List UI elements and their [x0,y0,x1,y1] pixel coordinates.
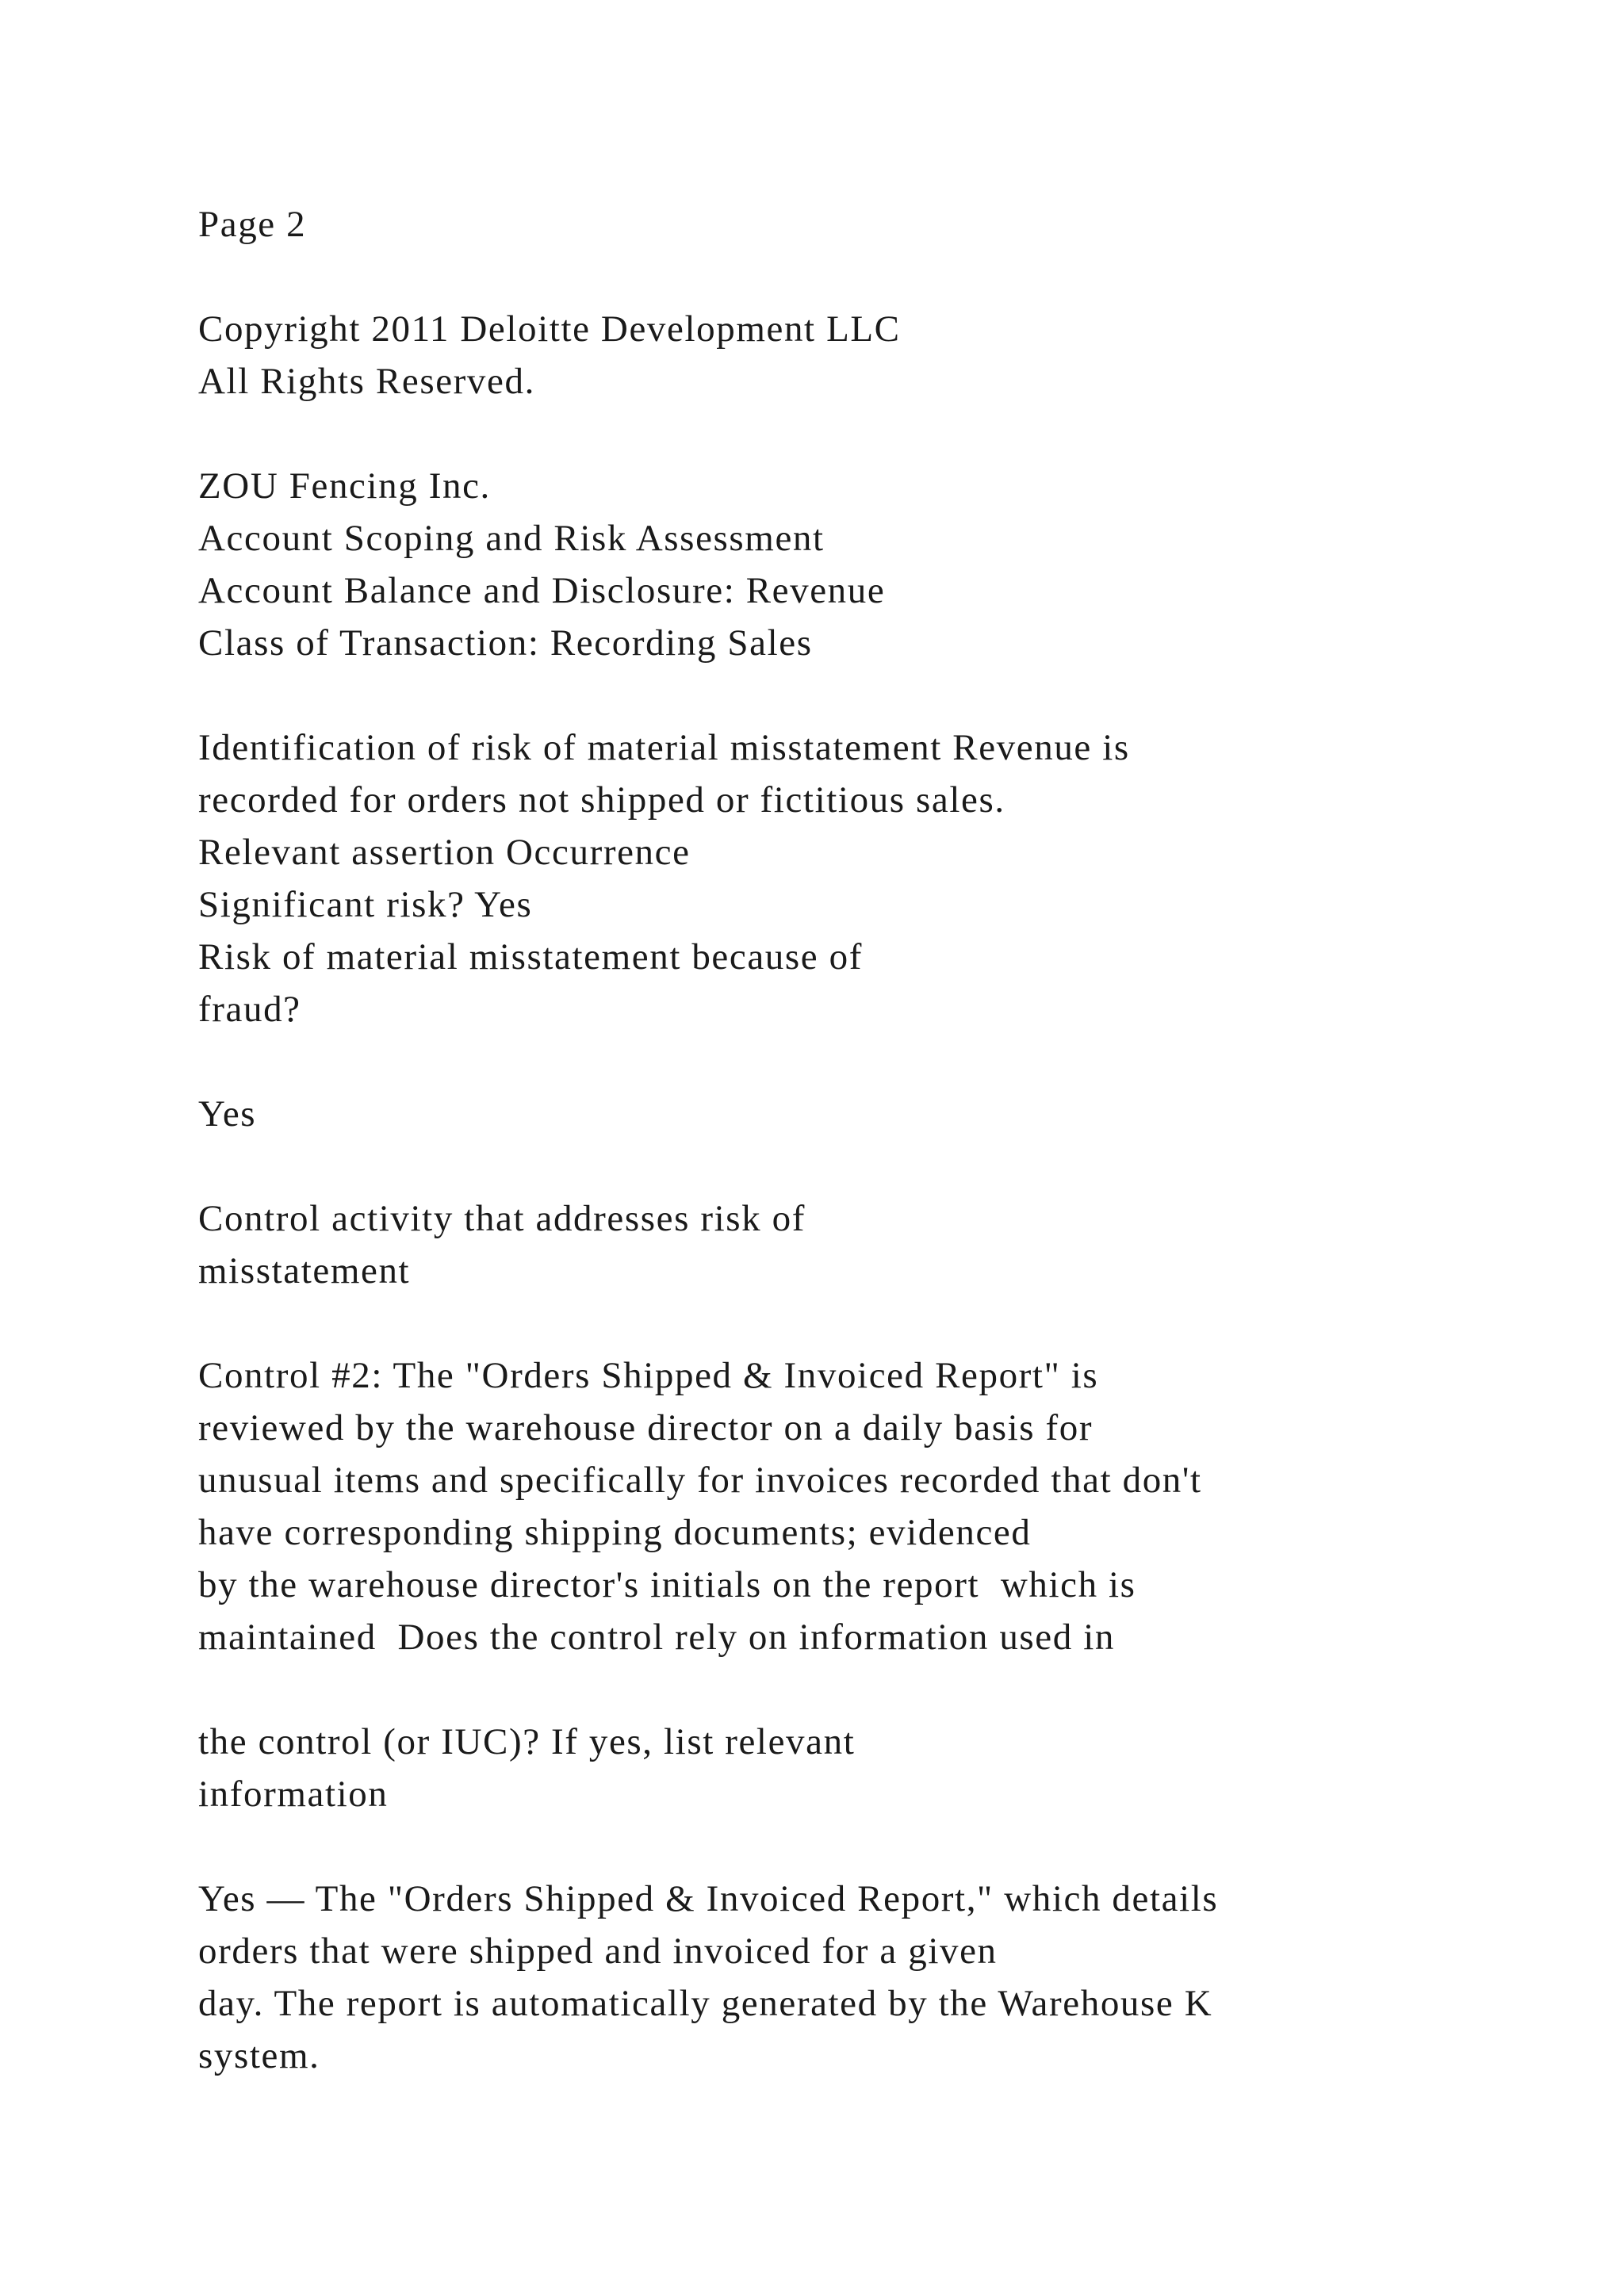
account-balance-line: Account Balance and Disclosure: Revenue [198,570,886,611]
spacer [198,408,1546,460]
control-description-line: by the warehouse director's initials on the report which is [198,1564,1136,1605]
document-title: Account Scoping and Risk Assessment [198,518,825,559]
relevant-assertion-line: Relevant assertion Occurrence [198,832,691,873]
control-heading-line: misstatement [198,1250,411,1292]
spacer [198,1297,1546,1349]
company-name: ZOU Fencing Inc. [198,465,491,507]
control-description-line: reviewed by the warehouse director on a daily basis for [198,1407,1094,1448]
spacer [198,251,1546,303]
spacer [198,1663,1546,1716]
page-label: Page 2 [198,204,307,245]
iuc-question-line: information [198,1774,389,1815]
significant-risk-line: Significant risk? Yes [198,884,533,925]
risk-identification-line: Identification of risk of material misstatement Revenue is [198,727,1130,768]
fraud-answer: Yes [198,1093,257,1135]
iuc-answer-line: system. [198,2035,320,2076]
class-of-transaction-line: Class of Transaction: Recording Sales [198,622,813,664]
fraud-question-line: Risk of material misstatement because of [198,936,863,978]
copyright-line: Copyright 2011 Deloitte Development LLC [198,308,901,350]
risk-identification-line: recorded for orders not shipped or fictitious sales. [198,779,1005,821]
spacer [198,1140,1546,1192]
iuc-answer-line: Yes — The "Orders Shipped & Invoiced Report," which details [198,1878,1219,1919]
iuc-answer-line: day. The report is automatically generated by the Warehouse K [198,1983,1213,2024]
iuc-answer-line: orders that were shipped and invoiced for a given [198,1931,998,1972]
control-description-line: have corresponding shipping documents; evidenced [198,1512,1032,1553]
fraud-question-line: fraud? [198,989,301,1030]
control-description-line: maintained Does the control rely on information used in [198,1617,1115,1658]
control-description-line: unusual items and specifically for invoices recorded that don't [198,1460,1202,1501]
document-body [198,198,1546,2082]
rights-reserved-line: All Rights Reserved. [198,361,535,402]
control-heading-line: Control activity that addresses risk of [198,1198,806,1239]
spacer [198,669,1546,721]
control-description-line: Control #2: The "Orders Shipped & Invoiced Report" is [198,1355,1099,1396]
iuc-question-line: the control (or IUC)? If yes, list relevant [198,1721,856,1762]
spacer [198,1820,1546,1873]
spacer [198,1035,1546,1088]
